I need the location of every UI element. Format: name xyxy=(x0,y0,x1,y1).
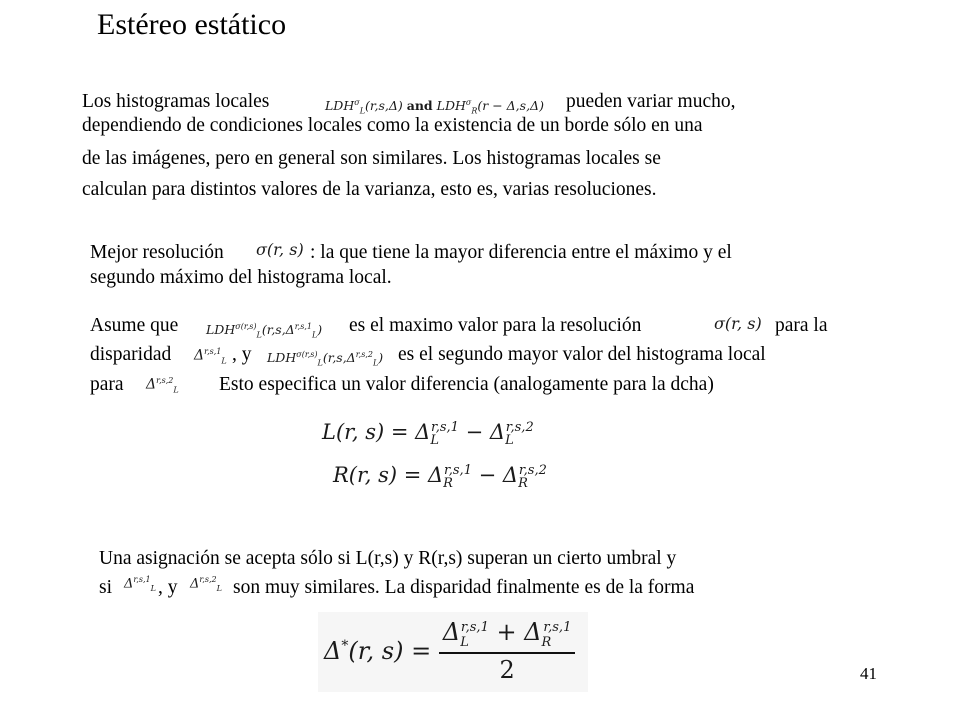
para4-line2-text-b: , y xyxy=(158,577,178,598)
para2-line2: segundo máximo del histograma local. xyxy=(90,267,392,288)
formula-delta-l-2b: Δ$^{r,s,2}_L$ xyxy=(190,575,222,593)
formula-sigma-rs: σ(r, s) xyxy=(256,240,304,259)
formula-ldh-left: $LDH^\sigma_L(r,s,\Delta)$ and $LDH^\sigma_R(r - \Delta,s,\Delta)$ xyxy=(325,98,544,116)
equation-final-disparity: Δ*(r, s) = $\frac{\Delta_L^{r,s,1} + \Delta_R^{r,s,1}}{2}$ xyxy=(324,618,575,684)
formula-ldh-second: $LDH^{\sigma(r,s)}_L(r,s,\Delta^{r,s,2}_L)$ xyxy=(267,350,384,368)
para4-line2-text-a: si xyxy=(99,577,113,598)
para3-line1-text-a: Asume que xyxy=(90,315,179,336)
para1-line1-text-a: Los histogramas locales xyxy=(82,91,270,112)
para3-line3-text-a: para xyxy=(90,374,124,395)
formula-sigma-rs-2: σ(r, s) xyxy=(714,314,762,333)
para1-line3: de las imágenes, pero en general son similares. Los histogramas locales se xyxy=(82,148,661,169)
para4-line2-text-c: son muy similares. La disparidad finalmente es de la forma xyxy=(233,577,695,598)
para3-line1-text-b: es el maximo valor para la resolución xyxy=(349,315,642,336)
para3-line2-text-c: es el segundo mayor valor del histograma local xyxy=(398,344,766,365)
slide-title: Estéreo estático xyxy=(97,8,287,41)
equation-R: R(r, $s) = \Delta_R^{r,s,1} - \Delta_R^{r,s,2}$ xyxy=(333,463,547,492)
formula-delta-l-1b: Δ$^{r,s,1}_L$ xyxy=(124,575,156,593)
para1-line2: dependiendo de condiciones locales como la existencia de un borde sólo en una xyxy=(82,115,703,136)
para2-line1-text-a: Mejor resolución xyxy=(90,242,224,263)
para1-line1-text-b: pueden variar mucho, xyxy=(566,91,736,112)
para3-line2-text-a: disparidad xyxy=(90,344,172,365)
para1-line4: calculan para distintos valores de la varianza, esto es, varias resoluciones. xyxy=(82,179,657,200)
formula-delta-l-2: Δ$^{r,s,2}_L$ xyxy=(146,376,179,395)
para4-line1: Una asignación se acepta sólo si L(r,s) y R(r,s) superan un cierto umbral y xyxy=(99,548,677,569)
para2-line1-text-b: : la que tiene la mayor diferencia entre el máximo y el xyxy=(310,242,732,263)
para3-line2-text-b: , y xyxy=(232,344,252,365)
para3-line1-text-c: para la xyxy=(775,315,828,336)
para3-line3-text-b: Esto especifica un valor diferencia (analogamente para la dcha) xyxy=(219,374,714,395)
formula-delta-l-1: Δ$^{r,s,1}_L$ xyxy=(194,347,227,366)
formula-ldh-max: $LDH^{\sigma(r,s)}_L(r,s,\Delta^{r,s,1}_L)$ xyxy=(206,322,323,340)
equation-L: L(r, $s) = \Delta_L^{r,s,1} - \Delta_L^{r,s,2}$ xyxy=(322,420,534,449)
page-number: 41 xyxy=(860,664,877,683)
